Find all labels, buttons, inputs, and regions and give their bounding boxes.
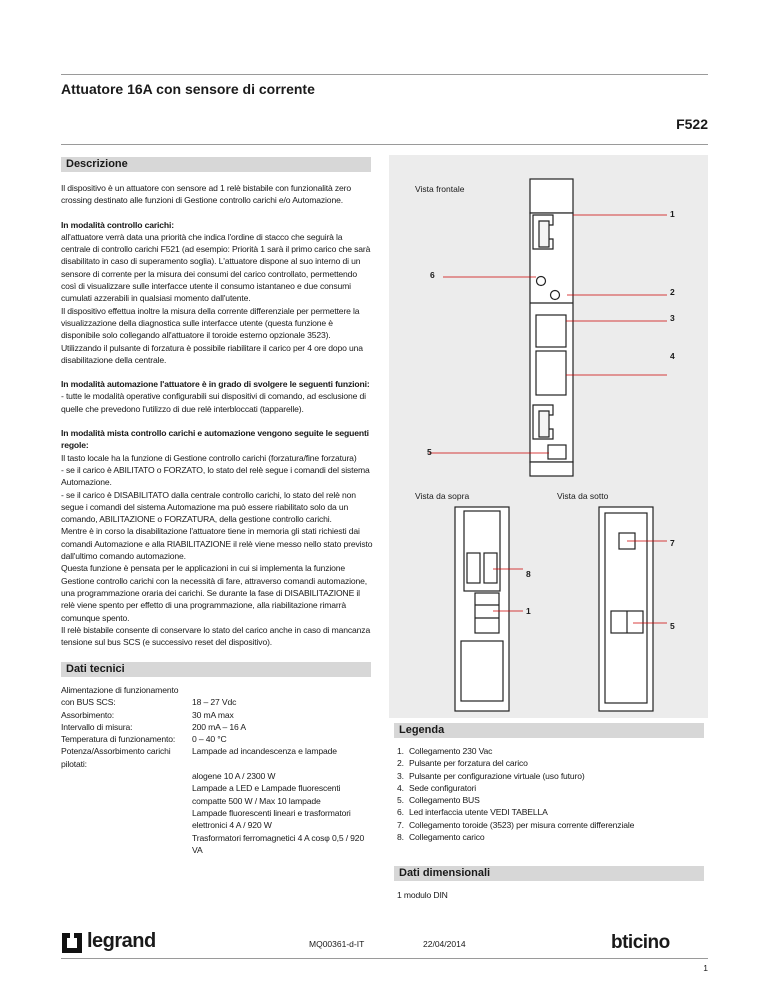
tech-pre-label: Alimentazione di funzionamento	[61, 685, 179, 695]
front-view-bottom-clip	[530, 462, 573, 476]
p2-line: - tutte le modalità operative configurabili sui dispositivi di comando, ad esclusione di quelle che prevedono l'utilizzo di due relè interbloccati (tapparelle).	[61, 391, 366, 414]
top-view-terminal-1	[467, 553, 480, 583]
p3-line: - se il carico è ABILITATO o FORZATO, lo stato del relè segue i comandi del sistema Automazione.	[61, 464, 370, 488]
top-view-terminal-2	[484, 553, 497, 583]
legrand-mark-icon	[61, 932, 83, 954]
callout-number: 3	[670, 313, 675, 323]
tech-row	[61, 709, 373, 721]
section-heading-legenda: Legenda	[394, 723, 704, 738]
callout-number: 8	[526, 569, 531, 579]
p1-line: Utilizzando il pulsante di forzatura è possibile riabilitare il carico per 4 ore dopo una disabilitazione della centrale.	[61, 342, 363, 365]
descrizione-body	[61, 182, 373, 648]
callout-number: 5	[427, 447, 432, 457]
dati-dimensionali-text: 1 modulo DIN	[397, 890, 448, 900]
tech-value: alogene 10 A / 2300 W	[192, 771, 276, 782]
front-view-top-clip	[530, 179, 573, 213]
document-date: 22/04/2014	[423, 939, 466, 949]
tech-value: 0 – 40 °C	[192, 734, 227, 745]
tech-value: Lampade fluorescenti lineari e trasformatori	[192, 807, 351, 818]
legend-item: 8. Collegamento carico	[397, 832, 485, 843]
header-bottom-rule	[61, 144, 708, 145]
callout-number: 5	[670, 621, 675, 631]
header-top-rule	[61, 74, 708, 75]
legrand-logo	[61, 932, 181, 954]
document-code: MQ00361-d-IT	[309, 939, 365, 949]
tech-value: Trasformatori ferromagnetici 4 A cosφ 0,5 / 920 VA	[192, 832, 365, 855]
tech-row	[61, 733, 373, 745]
p1-title: In modalità controllo carichi:	[61, 219, 174, 230]
callout-number: 6	[430, 270, 435, 280]
front-view-led	[537, 277, 546, 286]
p3-line: - se il carico è DISABILITATO dalla centrale controllo carichi, lo stato del relè non segue i comandi del sistema Automazione ma può essere riabilitato solo da un comando, ABILITAZIONE o FORZATURA, della gestione controllo carichi.	[61, 489, 356, 525]
p3-line: Questa funzione è pensata per le applicazioni in cui si implementa la funzione Gestione controllo carichi con la necessità di fare, attraverso comandi automazione, una programmazione oraria dei carichi. Se durante la fase di DISABILITAZIONE il relè viene spento per effetto di una programmazione, alla riabilitazione rimarrà comunque spento.	[61, 563, 368, 623]
front-view-config-button	[536, 315, 566, 347]
front-view-configurator-seat	[536, 351, 566, 395]
legend-item: 2. Pulsante per forzatura del carico	[397, 758, 528, 769]
top-view-bus-block	[475, 593, 499, 633]
caption-front-view: Vista frontale	[415, 184, 465, 194]
tech-value: compatte 500 W / Max 10 lampade	[192, 795, 321, 806]
tech-value: Lampade a LED e Lampade fluorescenti	[192, 783, 341, 794]
tech-row	[61, 782, 373, 794]
callout-number: 2	[670, 287, 675, 297]
product-code: F522	[676, 116, 708, 132]
tech-value: elettronici 4 A / 920 W	[192, 820, 272, 831]
descrizione-intro: Il dispositivo è un attuatore con sensore ad 1 relè bistabile con funzionalità zero crossing destinato alle funzioni di Gestione controllo carichi e/o Automazione.	[61, 183, 351, 206]
tech-label: Temperatura di funzionamento:	[61, 734, 176, 745]
front-view-top-screw	[539, 221, 549, 247]
device-drawings	[389, 155, 708, 718]
section-heading-dati-tecnici: Dati tecnici	[61, 662, 371, 677]
tech-row	[61, 745, 373, 770]
tech-value: Lampade ad incandescenza e lampade	[192, 746, 337, 757]
tech-label: Potenza/Assorbimento carichi pilotati:	[61, 746, 171, 769]
footer-rule	[61, 958, 708, 959]
p1-line: all'attuatore verrà data una priorità che indica l'ordine di stacco che seguirà la centrale di controllo carichi F521 (ad esempio: Priorità 1 sarà il primo carico che sarà disabilitato in caso di superamento soglia). L'attuatore dispone al suo interno di un sensore di corrente per la misura dei consumi del carico controllato, permettendo così di visualizzare sulle interfacce utente il consumo istantaneo e due consumi cumulati azzerabili in qualsiasi momento dall'utente.	[61, 231, 371, 304]
front-view-bottom-screw	[539, 411, 549, 437]
p3-title: In modalità mista controllo carichi e automazione vengono seguite le seguenti regole:	[61, 428, 369, 451]
legend-item: 7. Collegamento toroide (3523) per misura corrente differenziale	[397, 819, 635, 830]
tech-row	[61, 795, 373, 807]
section-heading-descrizione: Descrizione	[61, 157, 371, 172]
callout-number: 1	[670, 209, 675, 219]
p1-line: Il dispositivo effettua inoltre la misura della corrente differenziale per permettere la visualizzazione della diagnostica sulle interfacce utente (questa funzione è disponibile solo collegando all'attuatore il toroide esterno opzionale 3523).	[61, 305, 360, 341]
legenda-body	[397, 745, 705, 843]
front-view-bus-connector	[548, 445, 566, 459]
callout-number: 1	[526, 606, 531, 616]
caption-bottom-view: Vista da sotto	[557, 491, 609, 501]
legend-item: 1. Collegamento 230 Vac	[397, 746, 493, 756]
front-view-force-button	[551, 291, 560, 300]
tech-row	[61, 819, 373, 831]
legend-item: 5. Collegamento BUS	[397, 795, 480, 806]
p3-line: Il tasto locale ha la funzione di Gestione controllo carichi (forzatura/fine forzatura)	[61, 452, 357, 463]
tech-label: con BUS SCS:	[61, 697, 116, 708]
legend-item: 4. Sede configuratori	[397, 782, 477, 793]
tech-row	[61, 807, 373, 819]
top-view-base	[461, 641, 503, 701]
p3-line: Il relè bistabile consente di conservare lo stato del carico anche in caso di mancanza tensione sul bus SCS (e successivo reset del dispositivo).	[61, 624, 371, 648]
caption-top-view: Vista da sopra	[415, 491, 470, 501]
tech-value: 18 – 27 Vdc	[192, 697, 237, 708]
p3-line: Mentre è in corso la disabilitazione l'attuatore tiene in memoria gli stati richiesti dai comandi Automazione e alla RIABILITAZIONE il relè viene messo nello stato previsto dall'ultimo comando automazione.	[61, 526, 373, 562]
section-heading-dati-dimensionali: Dati dimensionali	[394, 866, 704, 881]
tech-row	[61, 770, 373, 782]
dati-tecnici-body	[61, 684, 373, 856]
tech-value: 30 mA max	[192, 709, 234, 720]
tech-row	[61, 832, 373, 857]
tech-row	[61, 721, 373, 733]
tech-row	[61, 696, 373, 708]
legrand-wordmark: legrand	[87, 930, 156, 952]
legend-list	[397, 745, 705, 843]
legend-item: 6. Led interfaccia utente VEDI TABELLA	[397, 807, 548, 818]
tech-label: Intervallo di misura:	[61, 721, 133, 732]
bticino-logo: bticino	[611, 932, 670, 953]
callout-number: 4	[670, 351, 675, 361]
legend-item: 3. Pulsante per configurazione virtuale (uso futuro)	[397, 770, 585, 781]
p2-title: In modalità automazione l'attuatore è in grado di svolgere le seguenti funzioni:	[61, 379, 370, 390]
tech-label: Assorbimento:	[61, 709, 114, 720]
tech-value: 200 mA – 16 A	[192, 721, 246, 732]
page-title: Attuatore 16A con sensore di corrente	[61, 81, 315, 97]
page-number: 1	[703, 963, 708, 973]
callout-number: 7	[670, 538, 675, 548]
